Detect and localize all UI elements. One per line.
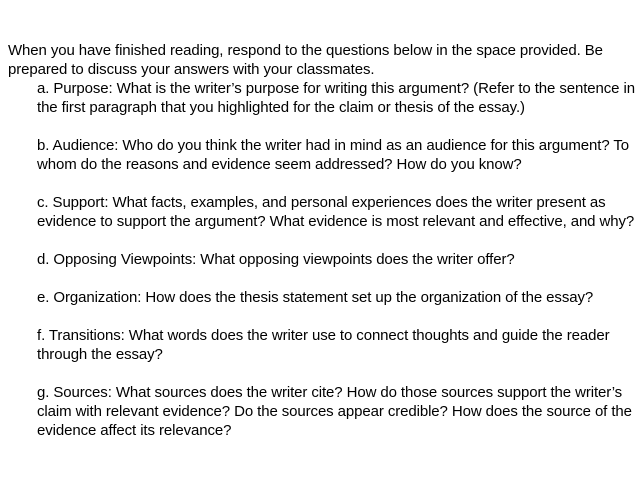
instructions-paragraph: When you have finished reading, respond to the questions below in the space provided. Be prepared to discuss your answers with your classmates.	[8, 42, 603, 78]
question-purpose: a. Purpose: What is the writer’s purpose for writing this argument? (Refer to the sentence in the first paragraph that you highlighted for the claim or thesis of the essay.)	[37, 80, 635, 116]
question-audience: b. Audience: Who do you think the writer had in mind as an audience for this argument? To whom do the reasons and evidence seem addressed? How do you know?	[37, 137, 630, 173]
question-organization: e. Organization: How does the thesis statement set up the organization of the essay?	[37, 289, 594, 306]
question-list	[37, 79, 635, 459]
question-transitions: f. Transitions: What words does the writer use to connect thoughts and guide the reader through the essay?	[37, 327, 610, 363]
question-support: c. Support: What facts, examples, and personal experiences does the writer present as evidence to support the argument? What evidence is most relevant and effective, and why?	[37, 194, 635, 230]
question-sources: g. Sources: What sources does the writer cite? How do those sources support the writer’s claim with relevant evidence? Do the sources appear credible? How does the source of the evidence affect its relevance?	[37, 384, 632, 439]
question-opposing-viewpoints: d. Opposing Viewpoints: What opposing viewpoints does the writer offer?	[37, 251, 515, 268]
